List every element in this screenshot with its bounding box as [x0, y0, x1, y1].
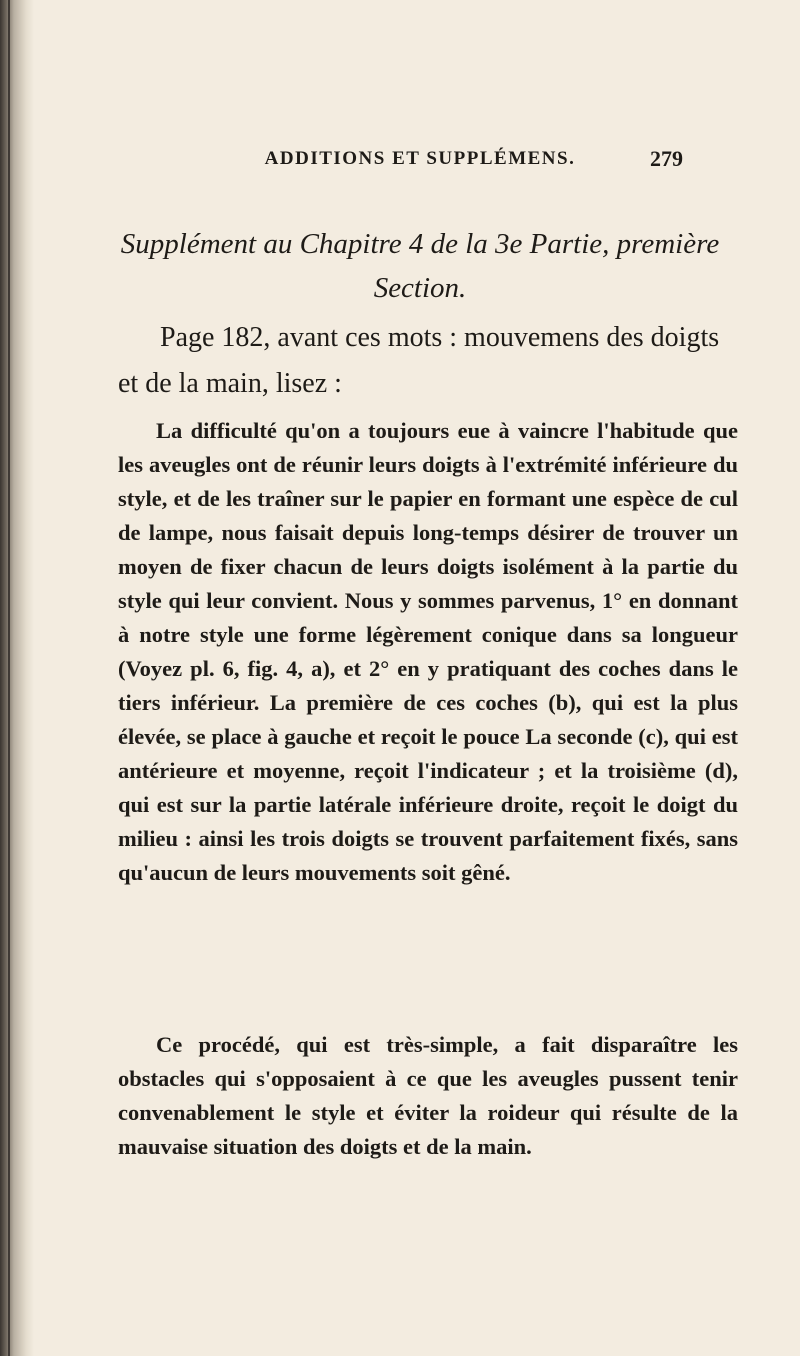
page-number: 279 — [650, 146, 683, 171]
intro-line: Page 182, avant ces mots : mouvemens des doigts et de la main, lisez : — [118, 322, 720, 399]
page-binding-edge — [8, 0, 10, 1356]
running-head: ADDITIONS ET SUPPLÉMENS. — [264, 148, 576, 169]
paragraph-2: Ce procédé, qui est très-simple, a fait disparaître les obstacles qui s'opposaient à ce que les aveugles pussent tenir convenablement le style et éviter la roideur qui résulte de la mauvaise situation des doigts et de la main. — [118, 1032, 738, 1159]
page-binding-shadow — [0, 0, 34, 1356]
section-title: Supplément au Chapitre 4 de la 3e Partie, première Section. — [120, 228, 720, 304]
paragraph-1: La difficulté qu'on a toujours eue à vaincre l'habitude que les aveugles ont de réunir leurs doigts à l'extrémité inférieure du style, et de les traîner sur le papier en formant une espèce de cul de lampe, nous faisait depuis long-temps désirer de trouver un moyen de fixer chacun de leurs doigts isolément à la partie du style qui leur convient. Nous y sommes parvenus, 1° en donnant à notre style une forme légèrement conique dans sa longueur (Voyez pl. 6, fig. 4, a), et 2° en y pratiquant des coches dans le tiers inférieur. La première de ces coches (b), qui est la plus élevée, se place à gauche et reçoit le pouce La seconde (c), qui est antérieure et moyenne, reçoit l'indicateur ; et la troisième (d), qui est sur la partie latérale inférieure droite, reçoit le doigt du milieu : ainsi les trois doigts se trouvent parfaitement fixés, sans qu'aucun de leurs mouvements soit gêné. — [118, 418, 738, 885]
